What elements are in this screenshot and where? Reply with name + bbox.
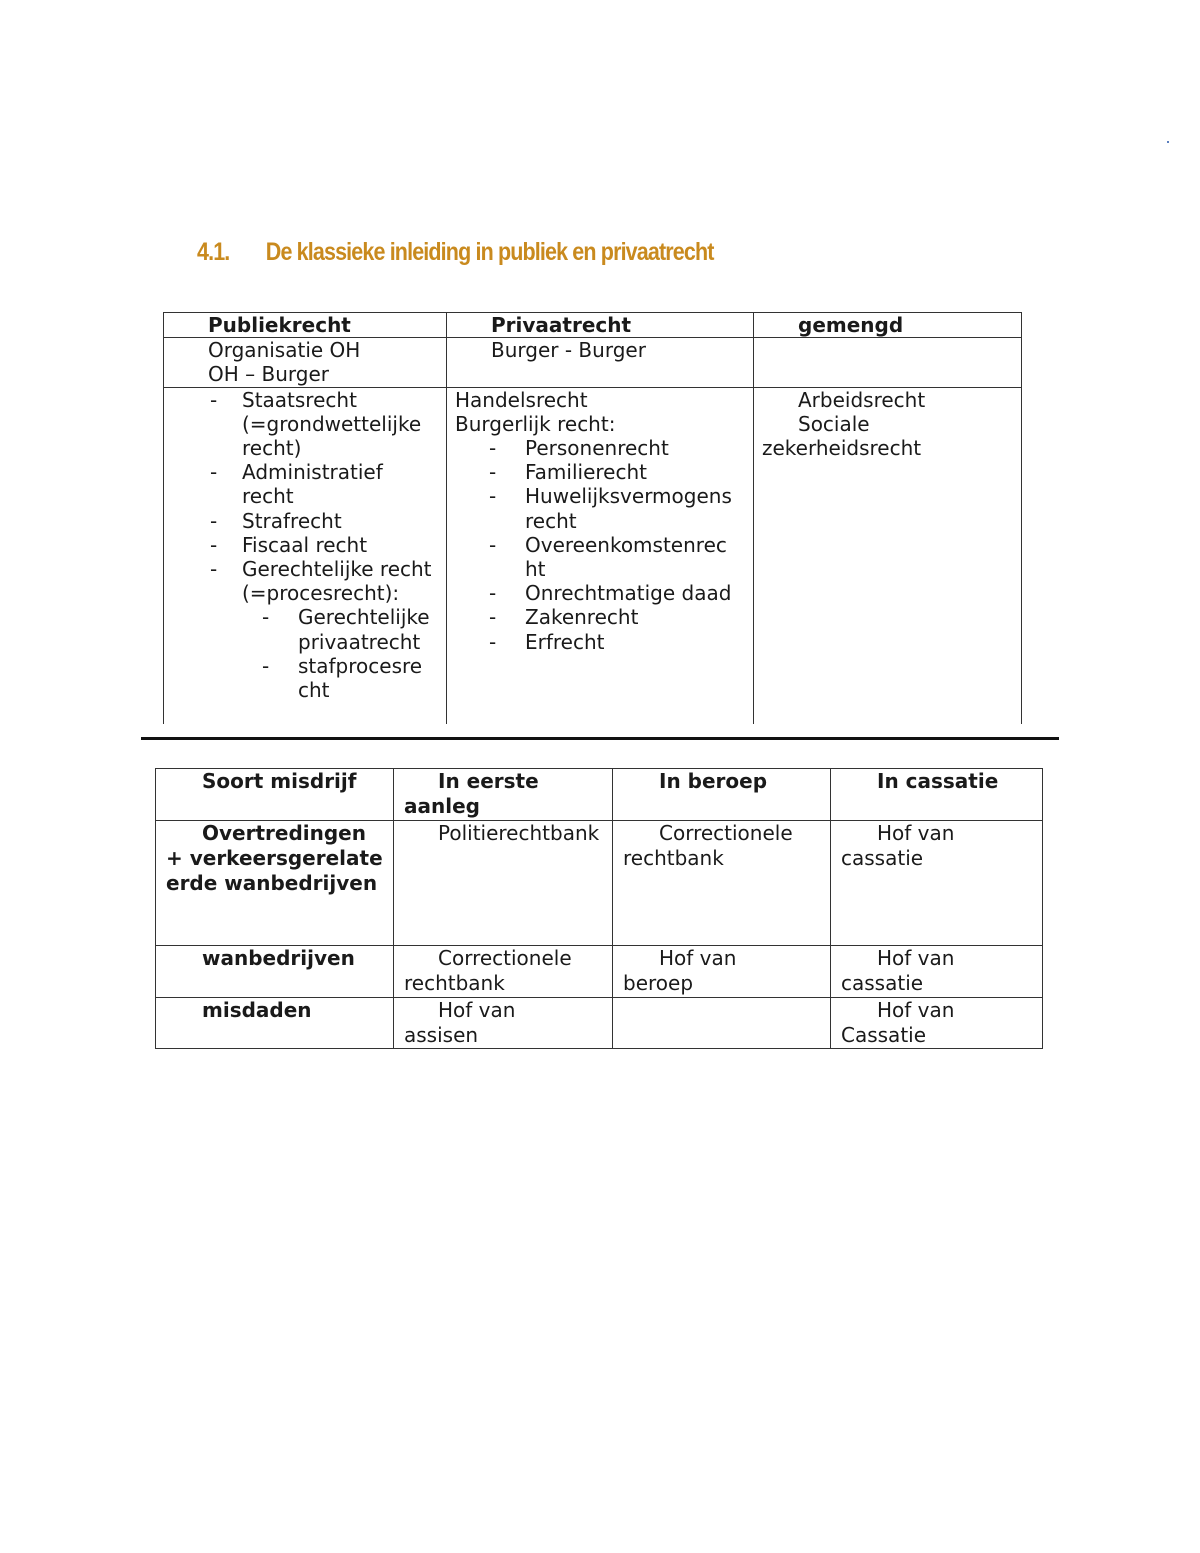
table-cell: Organisatie OH OH – Burger [164, 338, 447, 387]
header-cell: Privaatrecht [447, 313, 754, 338]
header-cell: gemengd [754, 313, 1022, 338]
law-division-table [163, 312, 1022, 724]
table-row [156, 946, 1043, 998]
table-cell: Burger - Burger [447, 338, 754, 387]
publiekrecht-list [172, 388, 438, 703]
header-cell: In eerste aanleg [394, 769, 613, 821]
table-cell: Politierechtbank [394, 821, 613, 946]
list-item: - Overeenkomstenrec ht [489, 532, 727, 582]
list-item: - stafprocesre cht [262, 653, 423, 703]
list-item: - Gerechtelijke recht (=procesrecht): - Gerechtelijke privaatrecht - stafprocesre cht [172, 557, 438, 702]
header-cell: Publiekrecht [164, 313, 447, 338]
table-cell: Hof van cassatie [831, 821, 1043, 946]
list-item: - Zakenrecht [489, 605, 639, 630]
table-cell [754, 338, 1022, 387]
table-cell: Correctionele rechtbank [613, 821, 831, 946]
table-cell [447, 387, 754, 724]
table-row [156, 821, 1043, 946]
privaatrecht-list [455, 436, 745, 654]
table-cell: wanbedrijven [156, 946, 394, 998]
list-item: - Personenrecht [489, 436, 669, 461]
stray-mark [1167, 141, 1169, 143]
list-item: - Familierecht [489, 460, 647, 485]
list-item: - Staatsrecht (=grondwettelijke recht) [210, 387, 422, 461]
table-cell: misdaden [156, 998, 394, 1049]
horizontal-rule [141, 737, 1059, 740]
table-cell: Correctionele rechtbank [394, 946, 613, 998]
list-item: - Erfrecht [489, 629, 605, 654]
procesrecht-sublist [242, 605, 438, 702]
list-item: - Huwelijksvermogens recht [489, 484, 732, 533]
list-item: - Strafrecht [210, 508, 342, 533]
list-item: - Fiscaal recht [210, 532, 368, 557]
table-cell [164, 387, 447, 724]
table-cell: Hof van cassatie [831, 946, 1043, 998]
table-cell: Hof van beroep [613, 946, 831, 998]
table-cell: Overtredingen + verkeersgerelateerde wanbedrijven [156, 821, 394, 946]
list-item: - Administratief recht [210, 460, 383, 509]
table-header-row [156, 769, 1043, 821]
list-item: - Gerechtelijke privaatrecht [262, 605, 430, 654]
table-row [156, 998, 1043, 1049]
table-cell [613, 998, 831, 1049]
table-cell: Arbeidsrecht Sociale zekerheidsrecht [754, 387, 1022, 724]
header-cell: In cassatie [831, 769, 1043, 821]
section-heading [197, 238, 714, 267]
privaatrecht-intro: Handelsrecht [455, 387, 588, 412]
section-number: 4.1. [197, 238, 230, 266]
table-cell: Hof van Cassatie [831, 998, 1043, 1049]
table-cell: Hof van assisen [394, 998, 613, 1049]
privaatrecht-intro: Burgerlijk recht: [455, 411, 616, 436]
table-row [164, 387, 1022, 724]
list-item: - Onrechtmatige daad [489, 581, 732, 606]
header-cell: Soort misdrijf [156, 769, 394, 821]
court-instance-table [155, 768, 1043, 1049]
header-cell: In beroep [613, 769, 831, 821]
table-header-row [164, 313, 1022, 338]
table-row [164, 338, 1022, 387]
section-title: De klassieke inleiding in publiek en privaatrecht [265, 238, 714, 266]
